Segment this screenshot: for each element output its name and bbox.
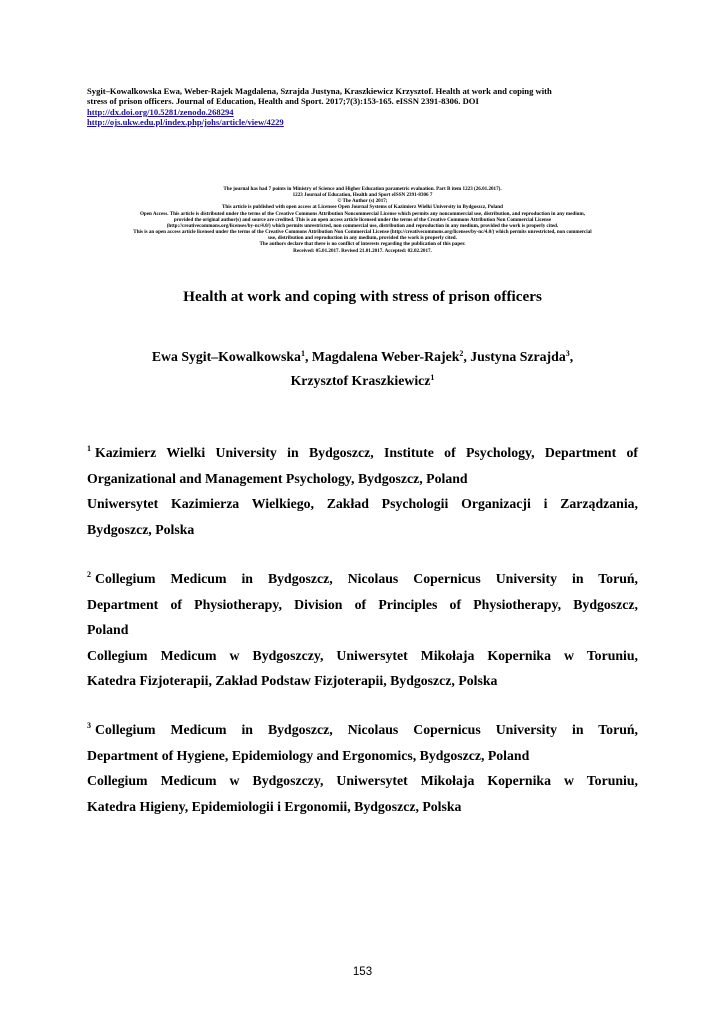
license-line: Received: 05.01.2017. Revised 21.01.2017. Accepted: 02.02.2017. (293, 247, 432, 254)
affiliation-text: Collegium Medicum in Bydgoszcz, Nicolaus Copernicus University in Toruń, (95, 722, 638, 737)
author-affiliation-mark: 2 (459, 349, 464, 358)
license-notice (87, 186, 638, 254)
license-line: This is an open access article licensed under the terms of the Creative Commons Attribution Non Commercial License (http://creativecommons.org/licenses/by-nc/4.0/) which permits unrestricted, non commercial (133, 229, 592, 236)
affiliation-line: Katedra Higieny, Epidemiologii i Ergonomii, Bydgoszcz, Polska (87, 798, 462, 814)
citation-text-line-2: stress of prison officers. Journal of Education, Health and Sport. 2017;7(3):153-165. eISSN 2391-8306. DOI (87, 96, 479, 107)
citation-block (87, 86, 638, 128)
affiliation-2 (87, 566, 638, 694)
affiliation-line: Department of Physiotherapy, Division of Principles of Physiotherapy, Bydgoszcz, (87, 596, 638, 612)
author-affiliation-mark: 1 (300, 349, 305, 358)
affiliation-line (87, 440, 638, 466)
affiliation-line: Organizational and Management Psychology, Bydgoszcz, Poland (87, 470, 468, 486)
author-affiliation-mark: 1 (430, 373, 435, 382)
affiliation-line: Bydgoszcz, Polska (87, 521, 195, 537)
affiliation-line: Uniwersytet Kazimierza Wielkiego, Zakład Psychologii Organizacji i Zarządzania, (87, 496, 638, 511)
affiliation-number: 1 (87, 444, 91, 453)
affiliation-line: Collegium Medicum w Bydgoszczy, Uniwersytet Mikołaja Kopernika w Toruniu, (87, 773, 638, 788)
article-link[interactable]: http://ojs.ukw.edu.pl/index.php/johs/article/view/4229 (87, 117, 284, 128)
affiliation-line: Collegium Medicum w Bydgoszczy, Uniwersytet Mikołaja Kopernika w Toruniu, (87, 647, 638, 663)
citation-text-line-1: Sygit–Kowalkowska Ewa, Weber-Rajek Magdalena, Szrajda Justyna, Kraszkiewicz Krzysztof. Health at work and coping with (87, 86, 552, 96)
affiliation-line (87, 717, 638, 743)
affiliation-number: 2 (87, 570, 91, 579)
author-line-1 (40, 345, 685, 369)
license-line: 1223 Journal of Education, Health and Sport eISSN 2391-8306 7 (292, 192, 433, 199)
author-name: Ewa Sygit–Kowalkowska (151, 349, 301, 364)
affiliation-text: Collegium Medicum in Bydgoszcz, Nicolaus Copernicus University in Toruń, (95, 571, 638, 586)
author-affiliation-mark: 3 (565, 349, 570, 358)
license-line: Open Access. This article is distributed under the terms of the Creative Commons Attribution Noncommercial License which permits any noncommercial use, distribution, and reproduction in any medium, (139, 210, 586, 217)
author-name: , Justyna Szrajda (463, 349, 566, 364)
author-line-2 (40, 369, 685, 393)
license-line: The journal has had 7 points in Ministry of Science and Higher Education parametric evaluation. Part B item 1223 (26.01.2017). (223, 186, 502, 192)
license-line: use, distribution and reproduction in any medium, provided the work is properly cited. (268, 235, 457, 242)
license-line: (http://creativecommons.org/licenses/by-nc/4.0/) which permits unrestricted, non commercial use, distribution and reproduction in any medium, provided the work is properly cited. (166, 222, 559, 229)
author-name: Krzysztof Kraszkiewicz (290, 373, 431, 388)
affiliation-1 (87, 440, 638, 542)
affiliation-line (87, 566, 638, 592)
affiliation-text: Kazimierz Wielki University in Bydgoszcz, Institute of Psychology, Department of (95, 445, 638, 460)
license-line: © The Author (s) 2017; (337, 198, 388, 205)
license-line: The authors declare that there is no conflict of interests regarding the publication of this paper. (259, 241, 466, 248)
affiliation-line: Katedra Fizjoterapii, Zakład Podstaw Fizjoterapii, Bydgoszcz, Polska (87, 673, 498, 688)
affiliation-line: Poland (87, 622, 129, 637)
affiliation-line: Department of Hygiene, Epidemiology and Ergonomics, Bydgoszcz, Poland (87, 747, 530, 763)
doi-link[interactable]: http://dx.doi.org/10.5281/zenodo.268294 (87, 106, 234, 117)
author-list (40, 345, 685, 393)
license-line: provided the original author(s) and source are credited. This is an open access article licensed under the terms of the Creative Commons Attribution Non Commercial License (173, 216, 552, 223)
paper-title: Health at work and coping with stress of prison officers (183, 288, 542, 305)
author-separator: , (569, 349, 574, 364)
author-name: , Magdalena Weber-Rajek (304, 349, 460, 364)
license-line: This article is published with open access at Licensee Open Journal Systems of Kazimierz Wielki University in Bydgoszcz, Poland (222, 204, 503, 211)
affiliation-number: 3 (87, 721, 91, 730)
page-number: 153 (352, 966, 373, 978)
affiliation-3 (87, 717, 638, 819)
